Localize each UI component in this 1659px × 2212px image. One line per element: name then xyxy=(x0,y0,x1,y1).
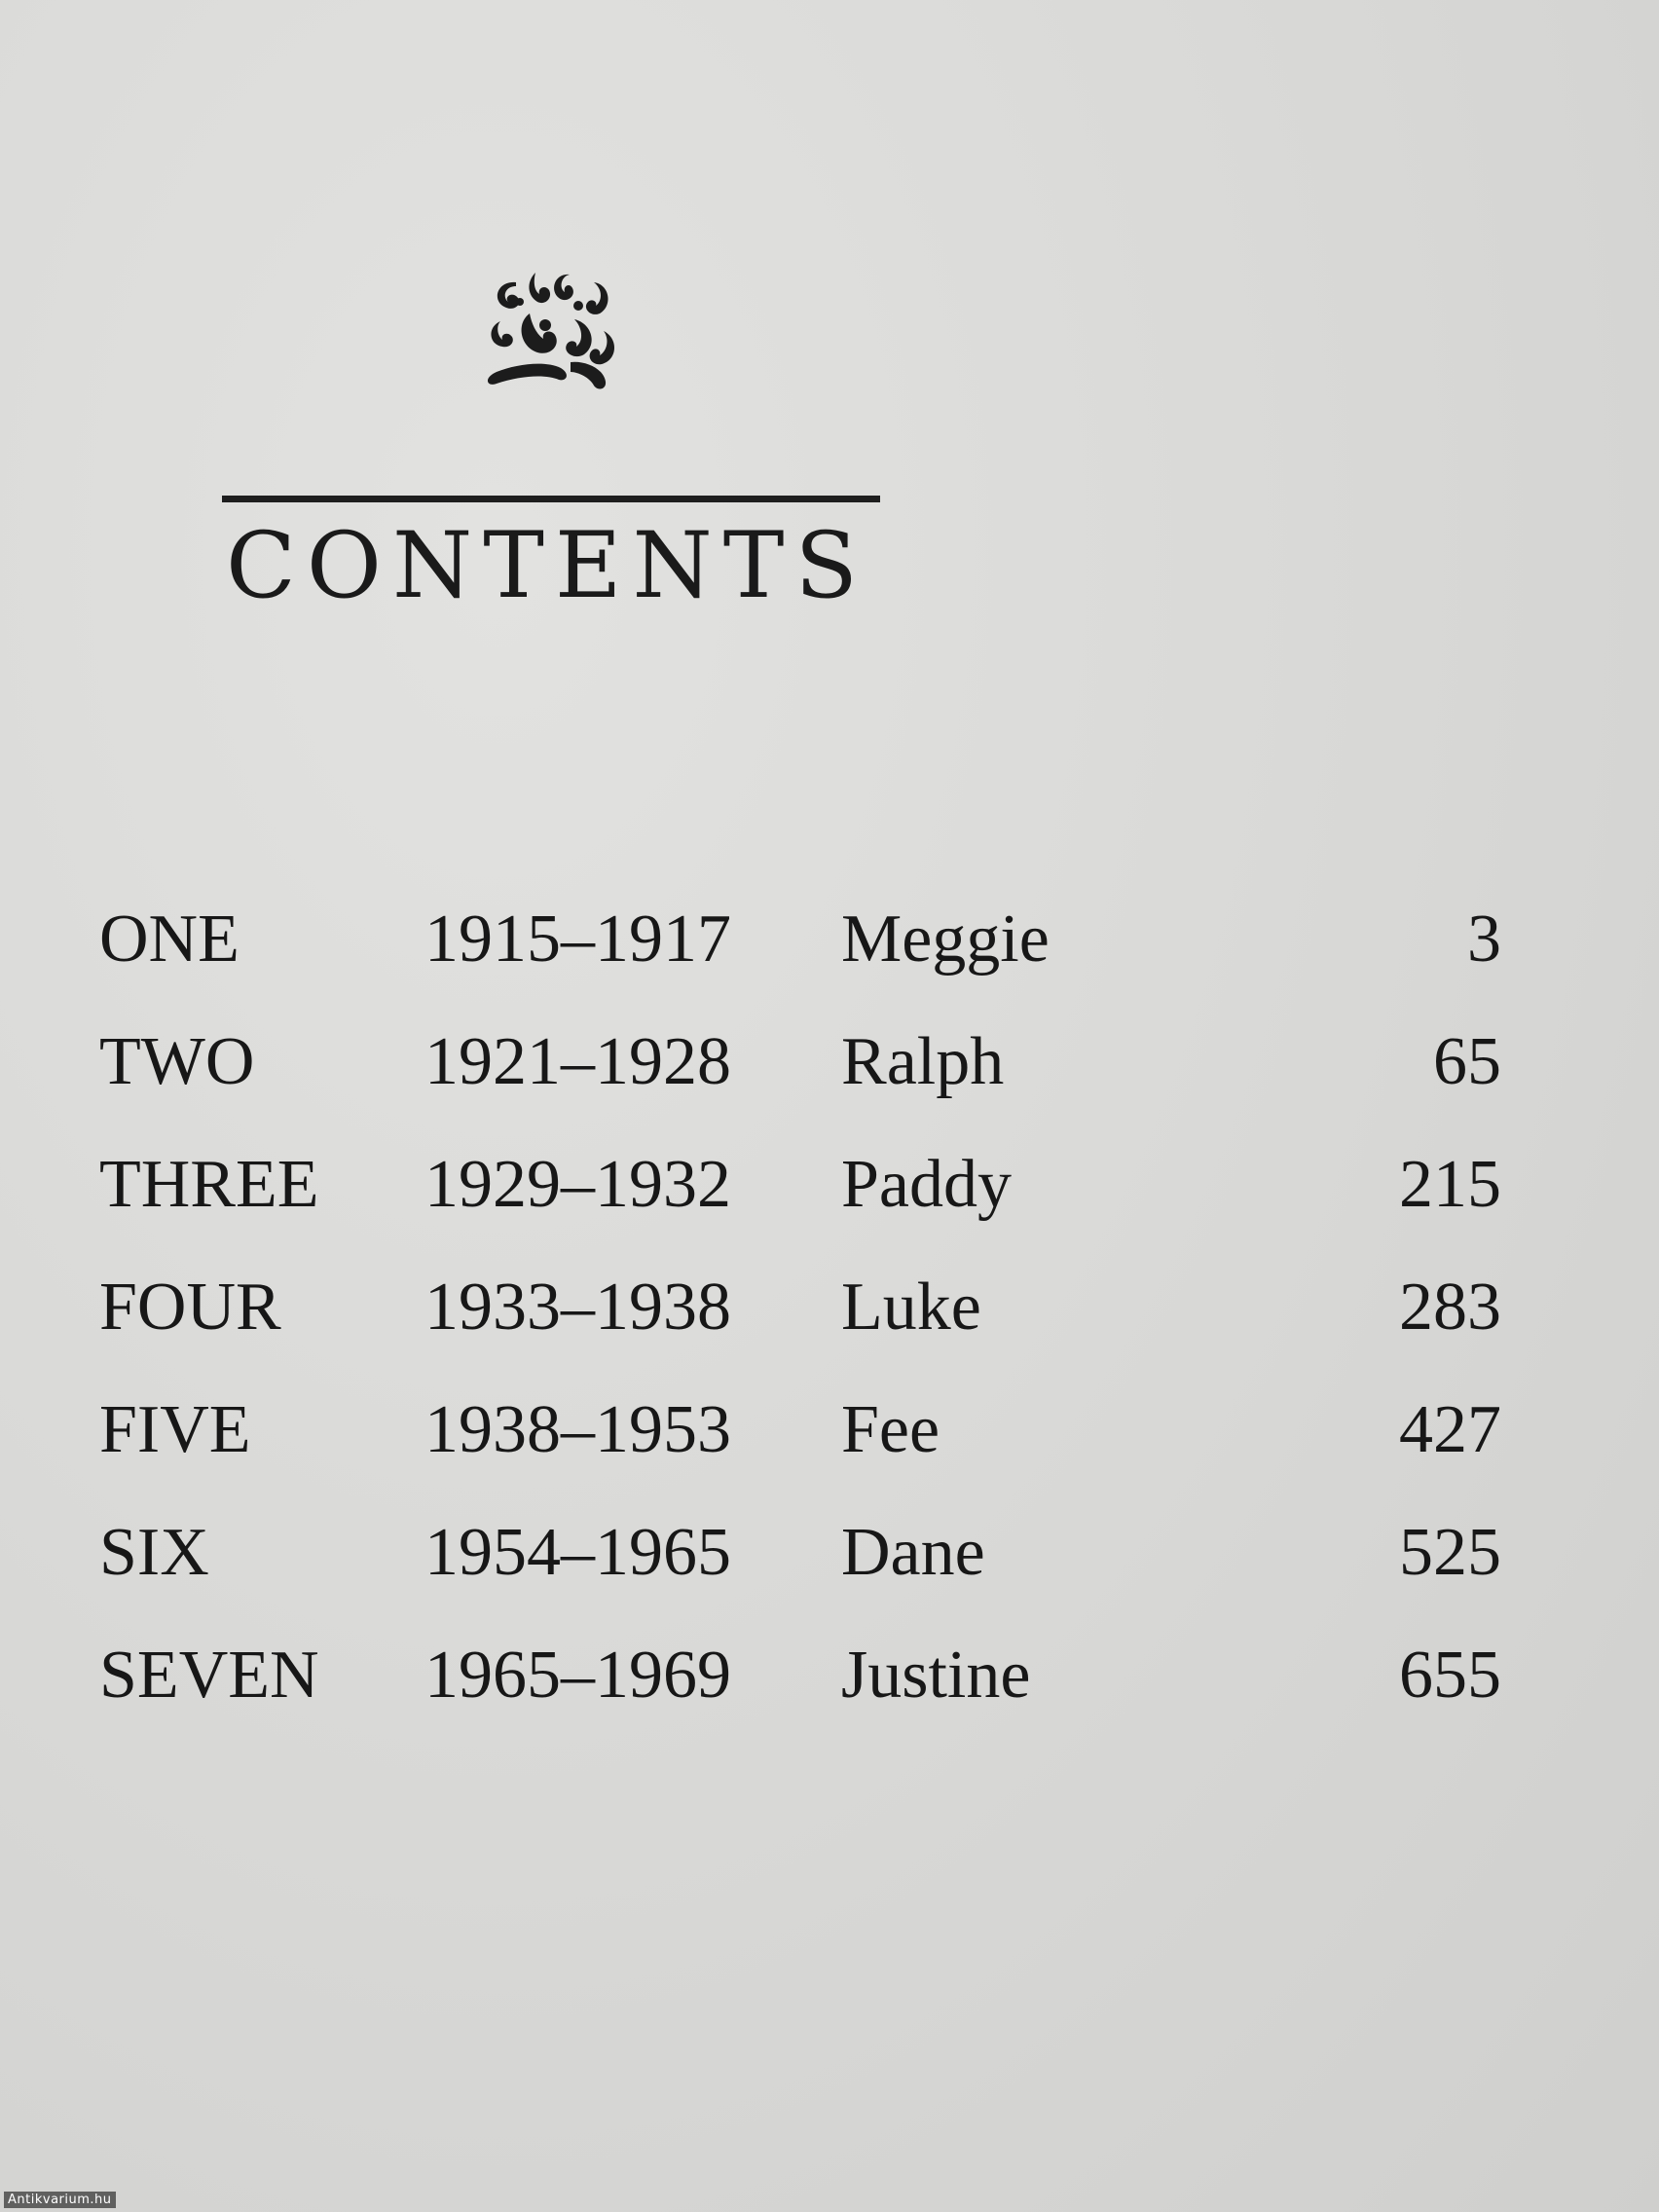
year-range: 1915–1917 xyxy=(424,902,731,977)
part-title: Luke xyxy=(841,1270,981,1345)
part-title: Fee xyxy=(841,1392,940,1467)
part-title: Meggie xyxy=(841,902,1050,977)
part-number: FIVE xyxy=(99,1392,251,1467)
page-number: 427 xyxy=(1399,1392,1501,1467)
watermark: Antikvarium.hu xyxy=(4,2192,116,2208)
part-title: Ralph xyxy=(841,1024,1005,1099)
table-of-contents xyxy=(99,902,1501,1764)
part-title: Justine xyxy=(841,1638,1031,1713)
year-range: 1954–1965 xyxy=(424,1515,731,1590)
year-range: 1965–1969 xyxy=(424,1638,731,1713)
year-range: 1921–1928 xyxy=(424,1024,731,1099)
toc-row xyxy=(99,1270,1501,1396)
toc-row xyxy=(99,1147,1501,1273)
year-range: 1933–1938 xyxy=(424,1270,731,1345)
fleuron-ornament-icon xyxy=(477,263,623,399)
page-number: 525 xyxy=(1399,1515,1501,1590)
part-number: SIX xyxy=(99,1515,209,1590)
part-number: SEVEN xyxy=(99,1638,319,1713)
year-range: 1929–1932 xyxy=(424,1147,731,1222)
part-number: TWO xyxy=(99,1024,255,1099)
page-number: 3 xyxy=(1467,902,1501,977)
part-number: FOUR xyxy=(99,1270,281,1345)
page-number: 215 xyxy=(1399,1147,1501,1222)
page-number: 655 xyxy=(1399,1638,1501,1713)
year-range: 1938–1953 xyxy=(424,1392,731,1467)
contents-heading: CONTENTS xyxy=(226,513,868,619)
toc-row xyxy=(99,1392,1501,1519)
page-number: 65 xyxy=(1433,1024,1501,1099)
toc-row xyxy=(99,1024,1501,1151)
toc-row xyxy=(99,1515,1501,1641)
toc-row xyxy=(99,1638,1501,1764)
toc-row xyxy=(99,902,1501,1028)
part-number: ONE xyxy=(99,902,240,977)
part-number: THREE xyxy=(99,1147,319,1222)
heading-rule xyxy=(222,496,880,502)
part-title: Paddy xyxy=(841,1147,1012,1222)
page-number: 283 xyxy=(1399,1270,1501,1345)
part-title: Dane xyxy=(841,1515,985,1590)
